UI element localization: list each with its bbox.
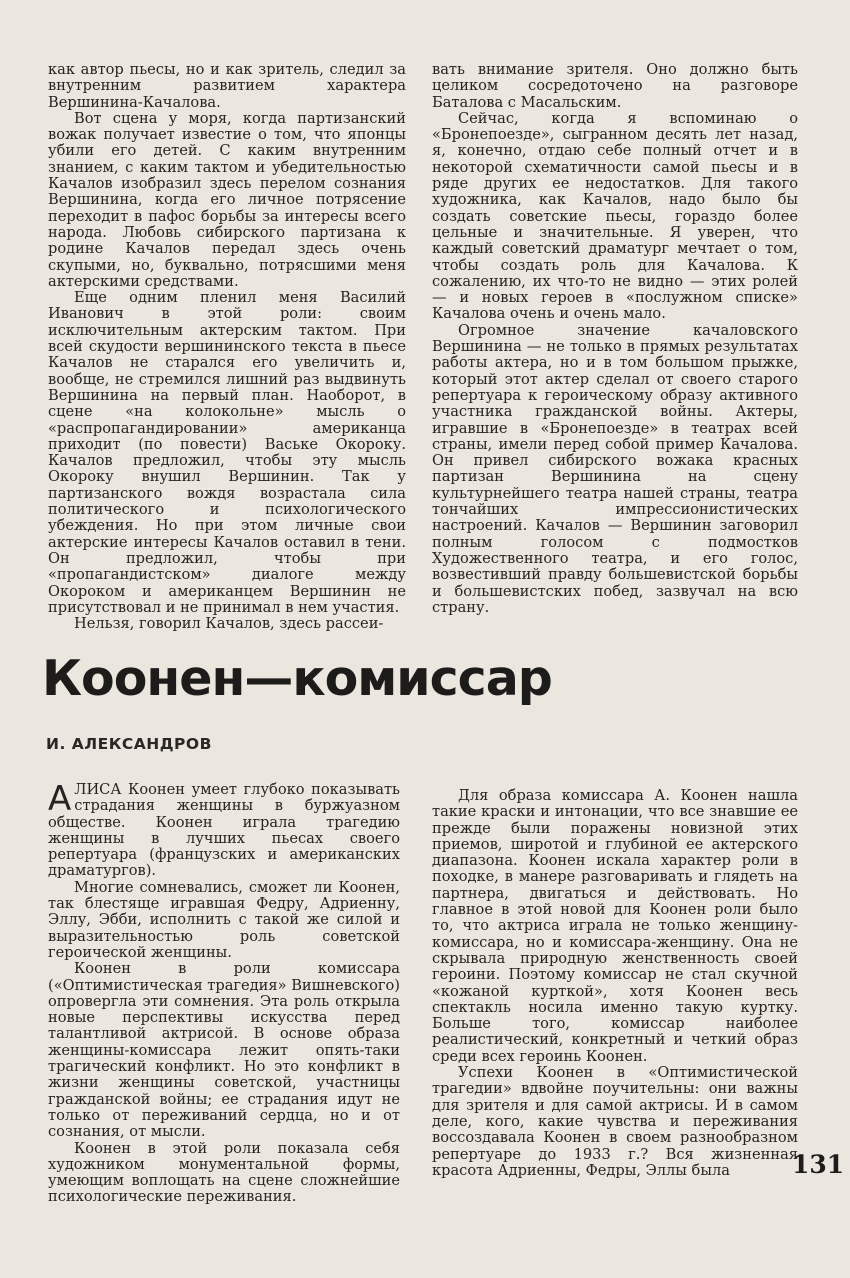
- paragraph: Многие сомневались, сможет ли Коонен, так блестяще игравшая Федру, Адриенну, Эллу, Эбби, исполнить с такой же силой и выразительностью роль советской героической женщины.: [48, 878, 400, 961]
- paragraph: Нельзя, говорил Качалов, здесь рассеи-: [74, 615, 384, 633]
- article-top-left-column: [48, 61, 406, 633]
- first-paragraph-text: ЛИСА Коонен умеет глубоко показывать страдания женщины в буржуазном обществе. Коонен играла трагедию женщины в лучших пьесах своего репертуара (французских и американских драматургов).: [48, 781, 400, 880]
- paragraph: вать внимание зрителя. Оно должно быть целиком сосредоточено на разговоре Баталова с Масальским.: [432, 61, 798, 111]
- article-bottom-right-column: [432, 788, 798, 1228]
- article-author: И. АЛЕКСАНДРОВ: [46, 735, 212, 753]
- article-title: Коонен—комиссар: [42, 650, 552, 707]
- drop-cap: А: [48, 779, 72, 819]
- article-bottom-left-column: [48, 779, 400, 1222]
- page-number: 131: [792, 1150, 845, 1179]
- paragraph: Успехи Коонен в «Оптимистической трагедии» вдвойне поучительны: они важны для зрителя и для самой актрисы. И в самом деле, кого, какие чувства и переживания воссоздавала Коонен в своем разнообразном репертуаре до 1933 г.? Вся жизненная красота Адриенны, Федры, Эллы была: [432, 1064, 798, 1179]
- paragraph: Огромное значение качаловского Вершинина — не только в прямых результатах работы актера, но и в том большом прыжке, который этот актер сделал от своего старого репертуара к героическому образу активного участника гражданской войны. Актеры, игравшие в «Бронепоезде» в театрах всей страны, имели перед собой пример Качалова. Он привел сибирского вожака красных партизан Вершинина на сцену культурнейшего театра нашей страны, театра тончайших импрессионистических настроений. Качалов — Вершинин заговорил полным голосом с подмостков Художественного театра, и его голос, возвестивший правду большевистской борьбы и большевистских побед, зазвучал на всю страну.: [432, 321, 798, 616]
- paragraph: Для образа комиссара А. Коонен нашла такие краски и интонации, что все знавшие ее прежде были поражены новизной этих приемов, широтой и глубиной ее актерского диапазона. Коонен искала характер роли в походке, в манере разговаривать и глядеть на партнера, двигаться и действовать. Но главное в этой новой для Коонен роли было то, что актриса играла не только женщину-комиссара, но и комиссара-женщину. Она не скрывала природную женственность своей героини. Поэтому комиссар не стал скучной «кожаной курткой», хотя Коонен весь спектакль носила именно такую куртку. Больше того, комиссар наиболее реалистический, конкретный и четкий образ среди всех героинь Коонен.: [432, 787, 798, 1065]
- paragraph: Вот сцена у моря, когда партизанский вожак получает известие о том, что японцы убили его детей. С каким внутренним знанием, с каким тактом и убедительностью Качалов изобразил здесь перелом сознания Вершинина, когда его личное потрясение переходит в пафос борьбы за интересы всего народа. Любовь сибирского партизана к родине Качалов передал здесь очень скупыми, но, буквально, потрясшими меня актерскими средствами.: [48, 109, 406, 290]
- paragraph: Коонен в этой роли показала себя художником монументальной формы, умеющим воплощать на сцене сложнейшие психологические переживания.: [48, 1139, 400, 1206]
- paragraph: Еще одним пленил меня Василий Иванович в этой роли: своим исключительным актерским тактом. При всей скудости вершининского текста в пьесе Качалов не старался его увеличить и, вообще, не стремился лишний раз выдвинуть Вершинина на первый план. Наоборот, в сцене «на колокольне» мысль о «распропагандировании» американца приходит (по повести) Ваське Окороку. Качалов предложил, чтобы эту мысль Окороку внушил Вершинин. Так у партизанского вождя возрастала сила политического и психологического убеждения. Но при этом личные свои актерские интересы Качалов оставил в тени. Он предложил, чтобы при «пропагандистском» диалоге между Окороком и американцем Вершинин не присутствовал и не принимал в нем участия.: [48, 289, 406, 616]
- first-paragraph: [48, 779, 400, 880]
- paragraph: как автор пьесы, но и как зритель, следил за внутренним развитием характера Вершинина-Качалова.: [48, 61, 406, 111]
- article-top-right-column: [432, 62, 798, 622]
- paragraph: Сейчас, когда я вспоминаю о «Бронепоезде», сыгранном десять лет назад, я, конечно, отдаю себе полный отчет и в некоторой схематичности самой пьесы и в ряде других ее недостатков. Для такого художника, как Качалов, надо было бы создать советские пьесы, гораздо более цельные и значительные. Я уверен, что каждый советский драматург мечтает о том, чтобы создать роль для Качалова. К сожалению, их что-то не видно — этих ролей — и новых героев в «послужном списке» Качалова очень и очень мало.: [432, 109, 798, 323]
- paragraph: Коонен в роли комиссара («Оптимистическая трагедия» Вишневского) опровергла эти сомнения. Эта роль открыла новые перспективы искусства перед талантливой актрисой. В основе образа женщины-комиссара лежит опять-таки трагический конфликт. Но это конфликт в жизни женщины советской, участницы гражданской войны; ее страдания идут не только от переживаний сердца, но и от сознания, от мысли.: [48, 960, 400, 1141]
